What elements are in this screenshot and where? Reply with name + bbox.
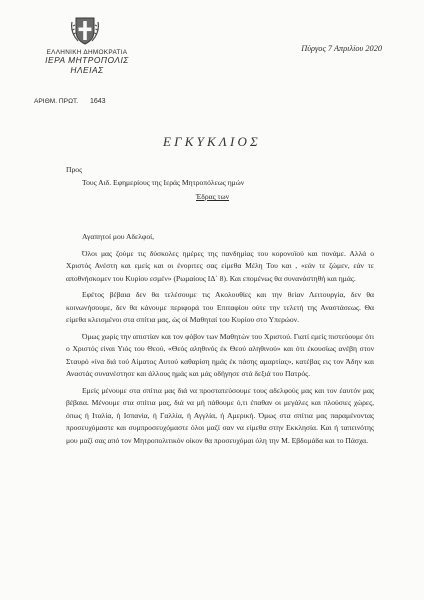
- recipient-to-label: Προς: [66, 165, 83, 174]
- letterhead-state-name: ΕΛΛΗΝΙΚΗ ΔΗΜΟΚΡΑΤΙΑ: [46, 49, 128, 56]
- letter-body: [66, 231, 374, 447]
- protocol-number-line: [34, 98, 106, 105]
- recipient-location: Έδρας των: [196, 192, 230, 201]
- paragraph-3: Όμως χωρίς την απιστίαν και τον φόβον των Μαθητών του Χριστού. Γιατί εμείς πιστεύουμε ότι ο Χριστός είναι Υιός του Θεού, «Θεός αληθινός έκ Θεού αληθινού» και ότι έκουσίως ανέβη στον Σταυρό «ίνα διά τού Αίματος Αυτού καθαρίση ημάς έκ πάσης αμαρτίας», κατέβας εις τον Άδην και Αναστάς συνανέστησε και άλλους ημάς και μάς οδήγησε στά δεξιά του Πατρός.: [66, 331, 374, 378]
- document-title: ΕΓΚΥΚΛΙΟΣ: [162, 134, 261, 149]
- protocol-number: 1643: [89, 98, 106, 105]
- protocol-label: ΑΡΙΘΜ. ΠΡΩΤ.: [34, 98, 79, 105]
- recipient-name: Τους Αιδ. Εφημερίους της Ιεράς Μητροπόλεως ημών: [82, 178, 245, 187]
- letterhead: [32, 49, 142, 76]
- greek-coat-of-arms-emblem: [70, 14, 100, 46]
- paragraph-2: Εφέτος βέβαια δεν θα τελέσουμε τις Ακολουθίες και την θείαν Λειτουργία, δεν θα κοινωνήσουμε, δεν θα κάνουμε περιφορά του Επιταφίου ούτε την τελετή της Αναστάσεως. Θα είμεθα κλεισμένοι στα σπίτια μας, ώς οί Μαθηταί του Κυρίου στο Υπερώον.: [66, 290, 374, 324]
- letterhead-metropolis-name: ΙΕΡΑ ΜΗΤΡΟΠΟΛΙΣ ΗΛΕΙΑΣ: [45, 55, 129, 76]
- paragraph-1: Όλοι μας ζούμε τις δύσκολες ημέρες της πανδημίας του κορονοϊού και πονάμε. Αλλά ο Χριστός Ανέστη και εμείς και οι ένοριτες σας είμεθα Μέλη Του και , «εάν τε ζώμεν, εάν τε αποθνήσκομεν του Κυρίου εσμέν» (Ρωμαίους ΙΔ΄ 8). Και επομένως θα συνανάστηθή και ημάς.: [66, 248, 374, 283]
- greeting: Αγαπητοί μου Αδελφοί,: [82, 232, 155, 241]
- paragraph-4: Εμείς μένουμε στα σπίτια μας διά να προστατεύσουμε τους αδελφούς μας και τον έαυτόν μας βέβαια. Μένουμε στα σπίτια μας, διά να μή πάθουμε ό,τι έπαθαν οι μεγάλες και πλούσιες χώρες, όπως ή Ιταλία, ή Ισπανία, ή Γαλλία, ή Αγγλία, ή Αμερική. Όμως στα σπίτια μας παραμένοντας προσευχόμαστε και συμπροσευχόμαστε όλοι μαζί σαν να είμεθα στην Εκκλησία. Και ή ταπεινότης μου μαζί σας από τον Μητροπολιτικόν οίκον θα προσευχόμαι όλη την Μ. Εβδομάδα και το Πάσχα.: [66, 385, 374, 445]
- document-date: Πύργος 7 Απριλίου 2020: [301, 44, 382, 53]
